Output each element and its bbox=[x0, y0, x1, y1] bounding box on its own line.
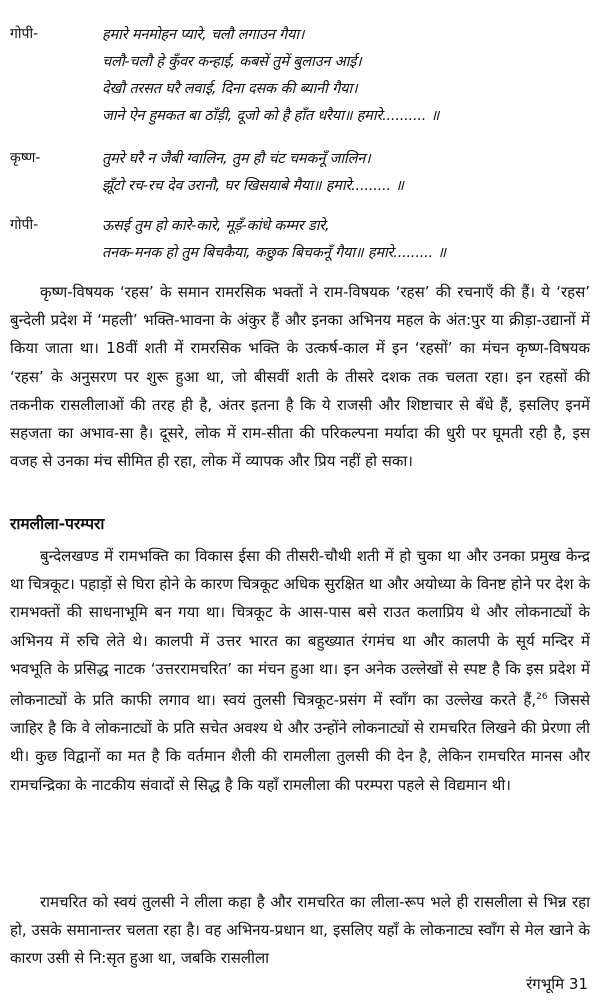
page-footer bbox=[526, 974, 588, 994]
paragraph-text-part: जिससे जाहिर है कि वे लोकनाट्यों के प्रति सचेत अवश्य थे और उन्होंने लोकनाट्यों से रामचरित लिखने की प्रेरणा ली थी। कुछ विद्वानों का मत है कि वर्तमान शैली की रामलीला तुलसी की देन है, लेकिन रामचरित मानस और रामचन्द्रिका के नाटकीय संवादों से सिद्ध है कि यहाँ रामलीला की परम्परा पहले से विद्यमान थी। bbox=[10, 691, 590, 794]
verse-line: झूँटो रच-रच देव उरानौ, घर खिसयाबे मैया॥ हमारे......... ॥ bbox=[102, 178, 404, 194]
paragraph-ramcharit-leela bbox=[10, 888, 590, 973]
paragraph-rahas bbox=[10, 278, 590, 475]
verse-line: तुमरे घरै न जैबी ग्वालिन, तुम हौ चंट चमकनूँ जालिन। bbox=[102, 151, 371, 167]
paragraph-text bbox=[10, 542, 590, 799]
verse-line: ऊसई तुम हो कारे-कारे, मूड़ँ-कांधे कम्मर डारे, bbox=[102, 218, 330, 234]
verse-speaker: गोपी- bbox=[10, 26, 39, 42]
verse-speaker: गोपी- bbox=[10, 217, 39, 233]
section-heading: रामलीला-परम्परा bbox=[10, 515, 105, 533]
paragraph-text: कृष्ण-विषयक ‘रहस’ के समान रामरसिक भक्तों ने राम-विषयक ‘रहस’ की रचनाएँ की हैं। ये ‘रहस’ बुन्देली प्रदेश में ‘महली’ भक्ति-भावना के अंकुर हैं और इनका अभिनय महल के अंत:पुर या क्रीड़ा-उद्यानों में किया जाता था। 18वीं शती में रामरसिक भक्ति के उत्कर्ष-काल में इन ‘रहसों’ का मंचन कृष्ण-विषयक ‘रहस’ के अनुसरण पर शुरू हुआ था, जो बीसवीं शती के तीसरे दशक तक चलता रहा। इन रहसों की तकनीक रासलीलाओं की तरह ही है, अंतर इतना है कि ये राजसी और शिष्टाचार से बँधे हैं, इसलिए इनमें सहजता का अभाव-सा है। दूसरे, लोक में राम-सीता की परिकल्पना मर्यादा की धुरी पर घूमती रही है, इस वजह से उनका मंच सीमित ही रहा, लोक में व्यापक और प्रिय नहीं हो सका। bbox=[10, 283, 590, 471]
footnote-reference[interactable]: 26 bbox=[536, 692, 548, 703]
verse-line: जाने ऐन हुमकत बा ठाँड़ी, दूजो को है हाँत धरैया॥ हमारे.......... ॥ bbox=[102, 108, 440, 124]
verse-line: चलौ-चलौ हे कुँवर कन्हाई, कबसें तुमें बुलाउन आई। bbox=[102, 54, 362, 70]
paragraph-ramleela-origin bbox=[10, 542, 590, 799]
verse-line: हमारे मनमोहन प्यारे, चलौ लगाउन गैया। bbox=[102, 27, 305, 43]
paragraph-text-part: बुन्देलखण्ड में रामभक्ति का विकास ईसा की तीसरी-चौथी शती में हो चुका था और उनका प्रमुख केन्द्र था चित्रकूट। पहाड़ों से घिरा होने के कारण चित्रकूट अधिक सुरक्षित था और अयोध्या के विनष्ट होने पर देश के रामभक्तों की साधनाभूमि बन गया था। चित्रकूट के आस-पास बसे राउत कलाप्रिय थे और लोकनाट्यों के अभिनय में रुचि लेते थे। कालपी में उत्तर भारत का बहुख्यात रंगमंच था और कालपी के सूर्य मन्दिर में भवभूति के प्रसिद्ध नाटक ‘उत्तररामचरित’ का मंचन हुआ था। इन अनेक उल्लेखों से स्पष्ट है कि इस प्रदेश में लोकनाट्यों के प्रति काफी लगाव था। स्वयं तुलसी चित्रकूट-प्रसंग में स्वाँग का उल्लेख करते हैं, bbox=[10, 547, 590, 710]
verse-line: तनक-मनक हो तुम बिचकैया, कछुक बिचकनूँ गैया॥ हमारे......... ॥ bbox=[102, 245, 446, 261]
verse-speaker: कृष्ण- bbox=[10, 150, 41, 166]
running-title: रंगभूमि bbox=[526, 975, 565, 993]
page-number: 31 bbox=[568, 975, 588, 993]
paragraph-text: रामचरित को स्वयं तुलसी ने लीला कहा है और रामचरित का लीला-रूप भले ही रासलीला से भिन्न रहा हो, उसके समानान्तर चलता रहा है। वह अभिनय-प्रधान था, इसलिए यहाँ के लोकनाट्य स्वाँग से मेल खाने के कारण उसी से नि:सृत हुआ था, जबकि रासलीला bbox=[10, 893, 590, 968]
verse-line: देखौ तरसत घरै लवाई, दिना दसक की ब्यानी गैया। bbox=[102, 81, 358, 97]
